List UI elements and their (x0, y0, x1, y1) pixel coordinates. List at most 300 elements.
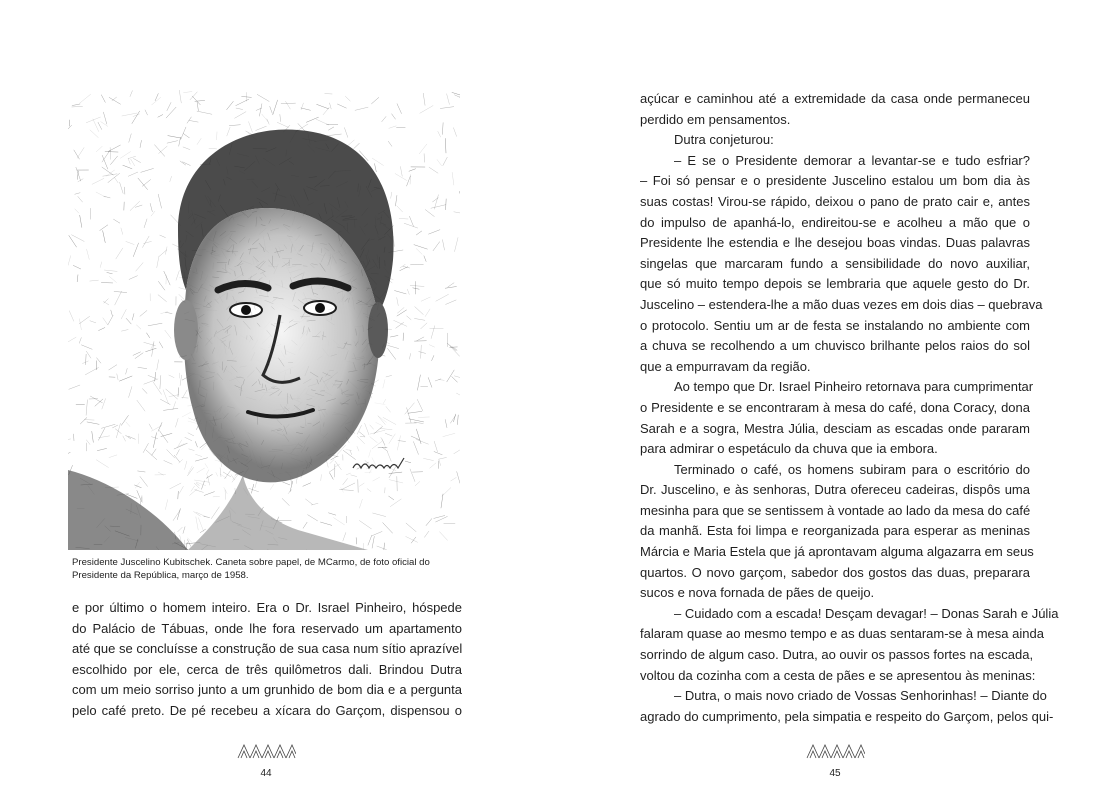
hatch-stroke (357, 436, 365, 444)
page-number: 45 (829, 768, 841, 779)
hatch-stroke (410, 469, 415, 482)
hatch-stroke (102, 398, 106, 409)
hatch-stroke (267, 119, 270, 125)
hatch-stroke (388, 345, 399, 348)
hatch-stroke (457, 471, 460, 483)
hatch-stroke (87, 249, 90, 260)
hatch-stroke (87, 422, 100, 424)
hatch-stroke (430, 463, 437, 469)
hatch-stroke (114, 177, 118, 183)
hatch-stroke (206, 474, 212, 478)
hatch-stroke (365, 423, 370, 435)
hatch-stroke (429, 345, 435, 348)
hatch-stroke (344, 127, 348, 137)
hatch-stroke (143, 241, 151, 243)
hatch-stroke (78, 196, 83, 202)
hatch-stroke (327, 134, 342, 136)
hatch-stroke (386, 406, 391, 412)
hatch-stroke (378, 416, 386, 425)
hatch-stroke (90, 321, 96, 323)
hatch-stroke (81, 345, 92, 350)
hatch-stroke (84, 420, 94, 421)
hatch-stroke (351, 475, 357, 477)
hatch-stroke (204, 492, 215, 496)
hatch-stroke (424, 531, 429, 537)
hatch-stroke (138, 178, 148, 190)
hatch-stroke (68, 125, 72, 133)
hatch-stroke (372, 458, 376, 465)
hatch-stroke (454, 450, 460, 454)
hatch-stroke (316, 104, 328, 109)
hatch-stroke (387, 348, 395, 359)
hatch-stroke (224, 487, 228, 493)
hatch-stroke (339, 490, 353, 491)
hatch-stroke (445, 300, 456, 305)
hatch-stroke (390, 499, 401, 507)
hatch-stroke (69, 311, 74, 322)
hatch-stroke (141, 168, 154, 172)
hatch-stroke (360, 436, 365, 437)
hatch-stroke (417, 399, 423, 411)
hatch-stroke (439, 457, 447, 459)
hatch-stroke (79, 319, 81, 330)
hatch-stroke (98, 122, 102, 130)
hatch-stroke (151, 437, 158, 439)
text-line: açúcar e caminhou até a extremidade da casa onde permaneceu (640, 91, 1030, 106)
hatch-stroke (68, 256, 71, 266)
hatch-stroke (387, 467, 396, 470)
hatch-stroke (213, 496, 220, 497)
hatch-stroke (434, 515, 445, 518)
hatch-stroke (181, 127, 186, 140)
hatch-stroke (138, 367, 147, 368)
hatch-stroke (251, 484, 253, 493)
text-line: Dr. Juscelino, e às senhoras, Dutra ofereceu cadeiras, dispôs uma (640, 482, 1030, 498)
hatch-stroke (442, 487, 451, 496)
hatch-stroke (409, 353, 410, 359)
hatch-stroke (151, 425, 162, 431)
hatch-stroke (359, 499, 362, 508)
hatch-stroke (280, 114, 281, 122)
hatch-stroke (217, 132, 218, 140)
hatch-stroke (329, 468, 335, 472)
hatch-stroke (164, 271, 170, 285)
hatch-stroke (90, 130, 99, 138)
hatch-stroke (416, 231, 422, 235)
hatch-stroke (179, 294, 185, 300)
hatch-stroke (383, 522, 393, 533)
hatch-stroke (179, 137, 181, 146)
hatch-stroke (100, 225, 108, 231)
hatch-stroke (198, 518, 203, 532)
hatch-stroke (282, 498, 290, 505)
text-line: sorrindo de algum caso. Dutra, ao ouvir os passos fortes na escada, (640, 647, 1034, 663)
hatch-stroke (397, 104, 402, 114)
hatch-stroke (391, 114, 395, 120)
hatch-stroke (179, 486, 183, 493)
hatch-stroke (328, 513, 336, 515)
hatch-stroke (133, 158, 141, 162)
hatch-stroke (425, 209, 434, 216)
text-line: suas costas! Virou-se rápido, deixou o pano de prato cair e, antes (640, 193, 1030, 209)
hatch-stroke (187, 405, 192, 406)
hatch-stroke (436, 294, 449, 301)
hatch-stroke (146, 333, 149, 338)
hatch-stroke (248, 121, 252, 132)
hatch-stroke (359, 432, 365, 437)
hatch-stroke (415, 481, 420, 486)
hatch-stroke (176, 449, 179, 455)
text-line: falaram quase ao mesmo tempo e as duas sentaram-se à mesa ainda (640, 626, 1044, 642)
hatch-stroke (135, 205, 142, 207)
hatch-stroke (120, 182, 124, 193)
hatch-stroke (395, 195, 397, 206)
hatch-stroke (136, 325, 141, 329)
hatch-stroke (373, 477, 380, 481)
hatch-stroke (386, 375, 392, 377)
hatch-stroke (189, 489, 197, 496)
hatch-stroke (257, 94, 269, 101)
hatch-stroke (442, 239, 444, 250)
hatch-stroke (166, 107, 176, 118)
hatch-stroke (443, 157, 448, 166)
text-line: singelas que marcaram fundo a sensibilidade do novo auxiliar, (640, 255, 1030, 271)
hatch-stroke (197, 111, 212, 114)
hatch-stroke (205, 463, 208, 468)
hatch-stroke (100, 262, 102, 268)
hatch-stroke (188, 433, 194, 436)
hatch-stroke (121, 228, 123, 235)
hatch-stroke (372, 513, 386, 517)
hatch-stroke (79, 94, 90, 103)
hatch-stroke (145, 348, 156, 352)
hatch-stroke (459, 191, 460, 201)
hatch-stroke (397, 206, 403, 212)
hatch-stroke (86, 354, 87, 365)
hatch-stroke (79, 316, 90, 324)
hatch-stroke (454, 376, 460, 378)
hatch-stroke (79, 337, 81, 343)
hatch-stroke (248, 488, 258, 492)
left-body-text (72, 598, 462, 722)
hatch-stroke (428, 377, 432, 387)
hatch-stroke (330, 459, 335, 463)
hatch-stroke (154, 145, 164, 157)
hatch-stroke (416, 248, 422, 254)
hatch-stroke (158, 114, 163, 117)
hatch-stroke (165, 499, 167, 509)
hatch-stroke (135, 482, 139, 488)
hatch-stroke (131, 159, 135, 166)
hatch-stroke (123, 165, 133, 169)
triangle-ornament-icon (805, 742, 865, 760)
hatch-stroke (197, 102, 198, 111)
hatch-stroke (303, 522, 307, 528)
hatch-stroke (92, 431, 94, 442)
hatch-stroke (176, 270, 179, 280)
hatch-stroke (305, 499, 312, 505)
hatch-stroke (223, 472, 231, 477)
hatch-stroke (442, 122, 443, 134)
text-line: Sarah e a sogra, Mestra Júlia, desciam as escadas onde pararam (640, 420, 1030, 436)
hatch-stroke (163, 408, 178, 410)
hatch-stroke (104, 299, 109, 304)
hatch-stroke (196, 517, 198, 531)
hatch-stroke (74, 150, 80, 159)
hatch-stroke (204, 516, 210, 517)
hatch-stroke (183, 526, 185, 533)
hatch-stroke (183, 133, 189, 137)
hatch-stroke (404, 223, 418, 228)
hatch-stroke (187, 538, 192, 543)
hatch-stroke (423, 458, 433, 460)
text-line: a chuva se recolhendo a um chuvisco brilhante pelos raios do sol (640, 338, 1030, 354)
hatch-stroke (126, 241, 135, 244)
hatch-stroke (388, 141, 392, 146)
hatch-stroke (411, 436, 419, 440)
hatch-stroke (157, 360, 159, 371)
hatch-stroke (389, 126, 397, 129)
hatch-stroke (178, 387, 179, 396)
text-line: até que se concluísse a construção de sua casa num sítio aprazível (72, 641, 463, 657)
hatch-stroke (443, 433, 455, 436)
hatch-stroke (71, 235, 84, 242)
hatch-stroke (343, 532, 346, 541)
text-line: Terminado o café, os homens subiram para o escritório do (674, 461, 1030, 477)
hatch-stroke (140, 140, 142, 148)
hatch-stroke (447, 370, 455, 382)
hatch-stroke (72, 104, 80, 106)
text-line: – Dutra, o mais novo criado de Vossas Senhorinhas! – Diante do (674, 688, 1047, 704)
hatch-stroke (174, 455, 180, 462)
hatch-stroke (130, 90, 133, 96)
hatch-stroke (109, 455, 117, 458)
text-line: perdido em pensamentos. (640, 111, 791, 127)
hatch-stroke (148, 323, 162, 326)
hatch-stroke (108, 315, 113, 325)
hatch-stroke (189, 449, 195, 451)
hatch-stroke (227, 127, 230, 136)
hatch-stroke (140, 476, 148, 486)
hatch-stroke (163, 390, 168, 404)
hatch-stroke (425, 309, 430, 317)
face-shape (184, 208, 379, 482)
hatch-stroke (390, 335, 398, 337)
hatch-stroke (397, 435, 400, 450)
hatch-stroke (167, 102, 171, 111)
hatch-stroke (229, 125, 241, 126)
hatch-stroke (191, 486, 195, 491)
hatch-stroke (389, 480, 403, 483)
hatch-stroke (187, 467, 193, 476)
hatch-stroke (409, 419, 424, 422)
hatch-stroke (359, 520, 371, 529)
hatch-stroke (388, 496, 394, 500)
hatch-stroke (166, 389, 178, 399)
hatch-stroke (77, 275, 78, 282)
hatch-stroke (343, 450, 356, 459)
hatch-stroke (416, 429, 421, 444)
hatch-stroke (328, 127, 334, 130)
hatch-stroke (346, 450, 352, 451)
hatch-stroke (429, 167, 438, 173)
hatch-stroke (102, 150, 110, 162)
hatch-stroke (281, 103, 296, 104)
hatch-stroke (445, 419, 447, 428)
text-line: escolhido por ele, cerca de três quilômetros dali. Brindou Dutra (72, 661, 462, 677)
hatch-stroke (437, 159, 442, 165)
hatch-stroke (142, 236, 149, 248)
hatch-stroke (270, 484, 274, 490)
hatch-stroke (393, 320, 407, 326)
hatch-stroke (389, 464, 397, 478)
hatch-stroke (409, 216, 413, 226)
hatch-stroke (255, 126, 266, 130)
right-ear (368, 302, 388, 358)
hatch-stroke (135, 353, 143, 359)
hatch-stroke (419, 351, 426, 353)
hatch-stroke (121, 330, 128, 332)
hatch-stroke (90, 280, 99, 281)
hatch-stroke (159, 430, 168, 442)
hatch-stroke (397, 310, 407, 316)
hatch-stroke (92, 178, 104, 184)
text-line: Ao tempo que Dr. Israel Pinheiro retornava para cumprimentar (674, 379, 1034, 395)
hatch-stroke (107, 272, 113, 273)
hatch-stroke (408, 411, 422, 413)
hatch-stroke (406, 176, 410, 186)
hatch-stroke (194, 480, 209, 482)
hatch-stroke (98, 327, 105, 330)
hatch-stroke (170, 483, 182, 489)
hatch-stroke (445, 138, 446, 153)
hatch-stroke (211, 507, 219, 519)
hatch-stroke (387, 452, 391, 462)
hatch-stroke (382, 439, 386, 449)
portrait-illustration (68, 90, 460, 550)
hatch-stroke (129, 134, 132, 143)
hatch-stroke (103, 230, 106, 242)
hatch-stroke (93, 119, 99, 132)
hatch-stroke (400, 264, 405, 268)
hatch-stroke (151, 211, 155, 216)
hatch-stroke (333, 518, 344, 525)
hatch-stroke (421, 297, 430, 301)
hatch-stroke (160, 375, 161, 389)
hatch-stroke (383, 399, 386, 404)
right-page (550, 0, 1100, 806)
hatch-stroke (435, 516, 447, 522)
hatch-stroke (126, 422, 130, 427)
hatch-stroke (68, 439, 71, 441)
hatch-stroke (115, 429, 121, 434)
hatch-stroke (403, 266, 410, 268)
hatch-stroke (369, 469, 371, 473)
hatch-stroke (183, 91, 192, 92)
hatch-stroke (335, 461, 342, 470)
hatch-stroke (160, 399, 170, 405)
hatch-stroke (167, 141, 178, 144)
hatch-stroke (447, 94, 450, 105)
hatch-stroke (359, 483, 364, 486)
hatch-stroke (454, 212, 460, 215)
hatch-stroke (158, 281, 165, 290)
hatch-stroke (337, 104, 346, 108)
hatch-stroke (86, 351, 91, 358)
hatch-stroke (96, 358, 101, 364)
hatch-stroke (301, 108, 311, 110)
hatch-stroke (452, 172, 454, 185)
hatch-stroke (452, 376, 458, 382)
hatch-stroke (414, 245, 428, 250)
hatch-stroke (132, 313, 134, 320)
hatch-stroke (153, 432, 156, 447)
hatch-stroke (209, 148, 217, 149)
hatch-stroke (420, 106, 434, 114)
hatch-stroke (77, 147, 84, 158)
hatch-stroke (394, 290, 406, 293)
hatch-stroke (380, 428, 392, 429)
hatch-stroke (179, 90, 181, 103)
hatch-stroke (144, 219, 147, 228)
portrait-caption (72, 556, 452, 582)
hatch-stroke (112, 425, 118, 428)
triangle-ornament-icon (236, 742, 296, 760)
text-line: Márcia e Maria Estela que já aprontavam alguma algazarra em seus (640, 544, 1034, 560)
hatch-stroke (301, 103, 303, 110)
hatch-stroke (157, 256, 159, 268)
neck-shape (188, 475, 368, 550)
hatch-stroke (75, 193, 81, 195)
hatch-stroke (119, 376, 132, 381)
hatch-stroke (120, 151, 131, 158)
hatch-stroke (417, 337, 425, 341)
hatch-stroke (407, 316, 412, 320)
hatch-stroke (421, 323, 428, 329)
text-line: Dutra conjeturou: (674, 132, 774, 148)
text-line: agrado do cumprimento, pela simpatia e respeito do Garçom, pelos qui- (640, 708, 1054, 724)
hatch-stroke (453, 127, 456, 136)
hatch-stroke (399, 218, 408, 219)
hatch-stroke (116, 423, 120, 438)
hatch-stroke (316, 119, 329, 125)
hatch-stroke (110, 156, 117, 165)
hatch-stroke (372, 531, 383, 535)
text-line: – E se o Presidente demorar a levantar-se e tudo esfriar? (674, 152, 1030, 168)
hatch-stroke (432, 355, 434, 361)
hatch-stroke (194, 490, 203, 493)
hatch-stroke (439, 532, 447, 541)
hatch-stroke (411, 537, 416, 543)
hatch-stroke (158, 194, 161, 208)
hatch-stroke (431, 326, 435, 339)
hatch-stroke (189, 120, 199, 122)
hatch-stroke (104, 196, 111, 198)
hatch-stroke (382, 116, 387, 122)
hatch-stroke (454, 95, 460, 101)
hatch-stroke (372, 536, 374, 548)
text-line: para admirar o espetáculo da chuva que ia embora. (640, 441, 938, 457)
hatch-stroke (185, 437, 192, 441)
hatch-stroke (170, 176, 172, 182)
hatch-stroke (357, 446, 359, 451)
hatch-stroke (167, 449, 175, 458)
hatch-stroke (197, 138, 201, 144)
hatch-stroke (346, 473, 351, 475)
hatch-stroke (391, 192, 392, 199)
text-line: que a empurravam da região. (640, 358, 811, 374)
hatch-stroke (72, 106, 83, 107)
